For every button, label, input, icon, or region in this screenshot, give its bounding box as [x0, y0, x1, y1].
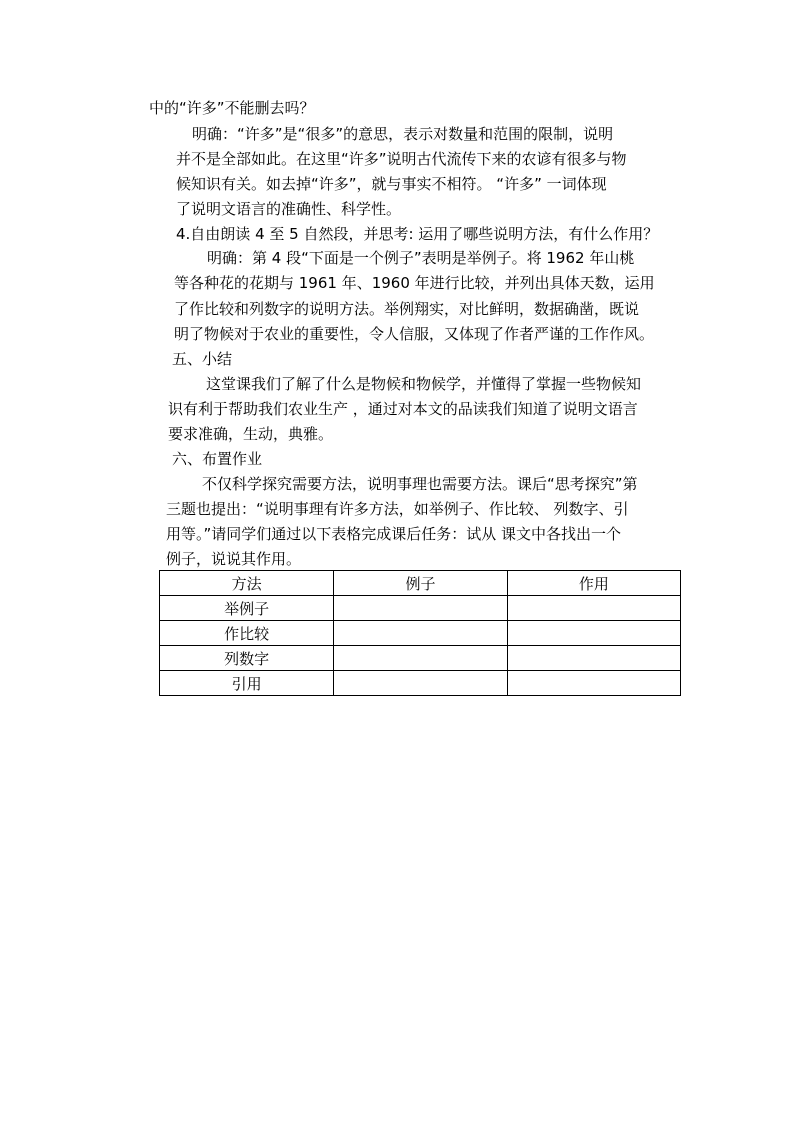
table-header-cell: 方法	[160, 571, 334, 596]
text-line: 中的“许多”不能删去吗？	[149, 99, 315, 117]
text-line: 识有利于帮助我们农业生产 ，通过对本文的品读我们知道了说明文语言	[168, 400, 638, 418]
table-header-cell: 作用	[507, 571, 680, 596]
methods-table	[159, 570, 681, 696]
table-cell	[507, 671, 680, 696]
text-line: 明了物候对于农业的重要性，令人信服，又体现了作者严谨的工作作风。	[174, 325, 655, 343]
table-cell	[507, 646, 680, 671]
text-line: 了作比较和列数字的说明方法。举例翔实，对比鲜明，数据确凿，既说	[174, 300, 640, 318]
text-line: 明确：第 4 段“下面是一个例子”表明是举例子。将 1962 年山桃	[207, 249, 635, 267]
section-heading: 五、小结	[172, 350, 233, 368]
section-heading: 六、布置作业	[172, 450, 263, 468]
text-line: 了说明文语言的准确性、科学性。	[176, 200, 402, 218]
text-line: 候知识有关。如去掉“许多”，就与事实不相符。 “许多” 一词体现	[176, 175, 607, 193]
text-line: 用等。”请同学们通过以下表格完成课后任务：试从 课文中各找出一个	[166, 525, 622, 543]
table-cell	[507, 621, 680, 646]
table-cell	[334, 646, 507, 671]
table-header-cell: 例子	[334, 571, 507, 596]
text-line: 4.自由朗读 4 至 5 自然段，并思考: 运用了哪些说明方法，有什么作用？	[176, 225, 659, 243]
text-line: 明确：“许多”是“很多”的意思，表示对数量和范围的限制，说明	[192, 125, 614, 143]
table-cell: 举例子	[160, 596, 334, 621]
table-cell	[334, 621, 507, 646]
table-cell	[334, 596, 507, 621]
table-header-row	[160, 571, 681, 596]
text-line: 并不是全部如此。在这里“许多”说明古代流传下来的农谚有很多与物	[176, 150, 627, 168]
text-line: 等各种花的花期与 1961 年、1960 年进行比较，并列出具体天数，运用	[174, 274, 655, 292]
text-line: 要求准确，生动，典雅。	[168, 425, 334, 443]
table-row	[160, 671, 681, 696]
table-cell	[507, 596, 680, 621]
table-row	[160, 621, 681, 646]
text-line: 三题也提出：“说明事理有许多方法，如举例子、作比较、 列数字、引	[166, 500, 629, 518]
text-line: 不仅科学探究需要方法，说明事理也需要方法。课后“思考探究”第	[202, 475, 638, 493]
table-cell	[334, 671, 507, 696]
table-cell: 引用	[160, 671, 334, 696]
table-row	[160, 646, 681, 671]
table-cell: 列数字	[160, 646, 334, 671]
text-line: 例子，说说其作用。	[166, 550, 302, 568]
table-row	[160, 596, 681, 621]
text-line: 这堂课我们了解了什么是物候和物候学，并懂得了掌握一些物候知	[206, 375, 642, 393]
table-cell: 作比较	[160, 621, 334, 646]
